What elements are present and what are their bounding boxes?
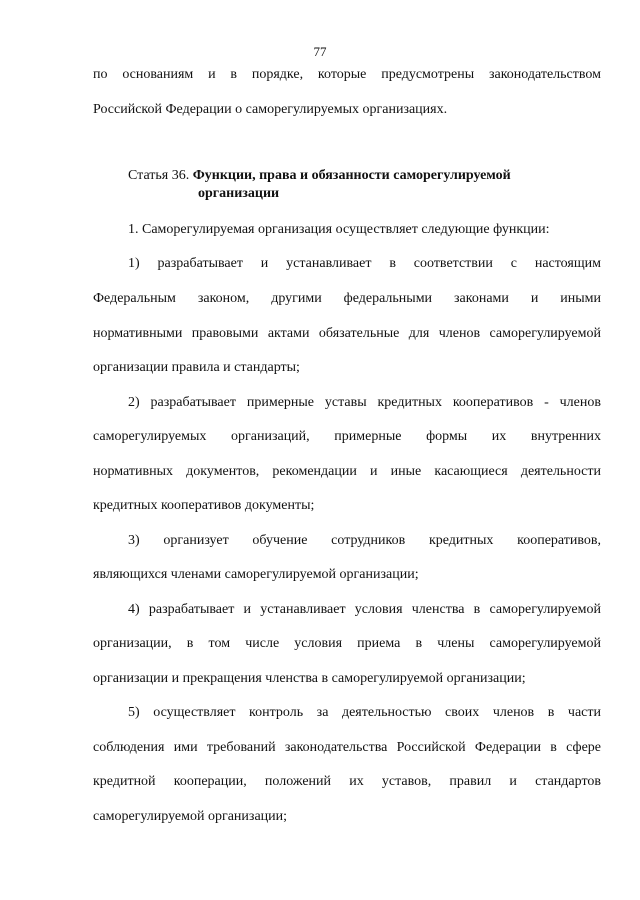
text-line: саморегулируемых организаций, примерные формы их внутренних [93, 429, 601, 444]
text-line: являющихся членами саморегулируемой организации; [93, 567, 419, 582]
text-line: Российской Федерации о саморегулируемых организациях. [93, 102, 448, 117]
text-line: 1) разрабатывает и устанавливает в соответствии с настоящим [128, 256, 601, 271]
text-line: 4) разрабатывает и устанавливает условия членства в саморегулируемой [128, 602, 601, 617]
text-line: по основаниям и в порядке, которые предусмотрены законодательством [93, 67, 601, 82]
text-line: нормативными правовыми актами обязательные для членов саморегулируемой [93, 326, 601, 341]
text-line: 3) организует обучение сотрудников кредитных кооперативов, [128, 533, 601, 548]
text-line: 5) осуществляет контроль за деятельностью своих членов в части [128, 705, 601, 720]
text-line: организации правила и стандарты; [93, 360, 300, 375]
text-line: кредитной кооперации, положений их уставов, правил и стандартов [93, 774, 601, 789]
article-heading [128, 167, 601, 185]
text-line: соблюдения ими требований законодательства Российской Федерации в сфере [93, 740, 601, 755]
text-line: 2) разрабатывает примерные уставы кредитных кооперативов - членов [128, 395, 601, 410]
article-title: Функции, права и обязанности саморегулируемой [192, 168, 511, 183]
text-line: организации, в том числе условия приема в члены саморегулируемой [93, 636, 601, 651]
text-line: нормативных документов, рекомендации и иные касающиеся деятельности [93, 464, 601, 479]
text-line: кредитных кооперативов документы; [93, 498, 315, 513]
text-line: Федеральным законом, другими федеральными законами и иными [93, 291, 601, 306]
text-line: 1. Саморегулируемая организация осуществляет следующие функции: [128, 222, 550, 237]
text-line: организации и прекращения членства в саморегулируемой организации; [93, 671, 526, 686]
article-title-continuation: организации [198, 186, 280, 201]
article-number: Статья 36. [128, 168, 190, 183]
page-number: 77 [313, 44, 327, 59]
text-line: саморегулируемой организации; [93, 809, 288, 824]
